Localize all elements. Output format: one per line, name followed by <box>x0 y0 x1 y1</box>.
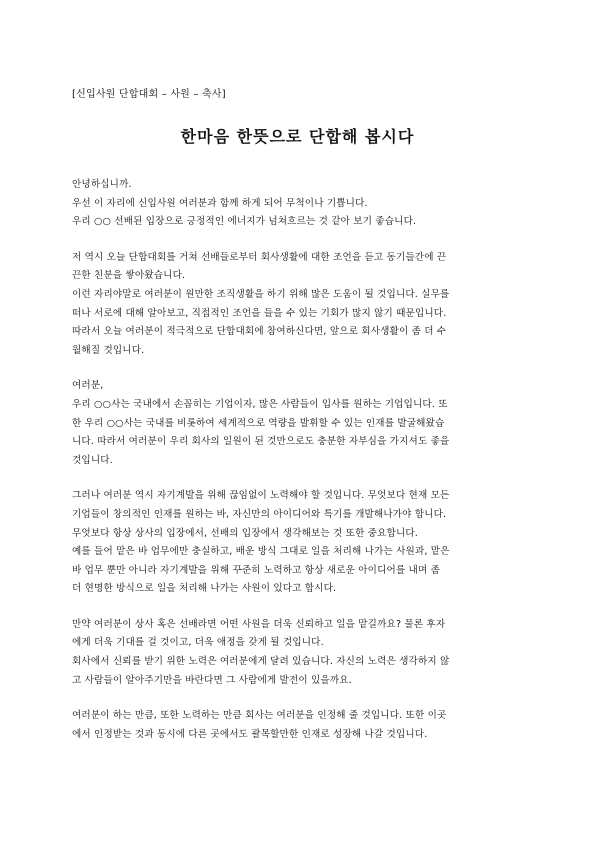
text-line: 기업들이 창의적인 인재를 원하는 바, 자신만의 아이디어와 특기를 개발해나가야 합니다. <box>72 508 447 520</box>
text-line: 예를 들어 맡은 바 업무에만 충실하고, 배운 방식 그대로 일을 처리해 나가는 사원과, 맡은 <box>72 546 450 558</box>
document-body <box>72 176 524 761</box>
text-line: 저 역시 오늘 단합대회를 거쳐 선배들로부터 회사생활에 대한 조언을 듣고 동기들간에 끈 <box>72 251 447 263</box>
text-line: 우선 이 자리에 신입사원 여러분과 함께 하게 되어 무척이나 기쁩니다. <box>72 197 368 209</box>
text-line: 우리 ○○ 선배된 입장으로 긍정적인 에너지가 넘쳐흐르는 것 같아 보기 좋습니다. <box>72 216 417 228</box>
text-line: 그러나 여러분 역시 자기계발을 위해 끊임없이 노력해야 할 것입니다. 무엇보다 현재 모든 <box>72 490 450 502</box>
paragraph-closing <box>72 707 524 744</box>
paragraph-company-pride <box>72 377 524 470</box>
document-header-tag: [신입사원 단합대회 – 사원 – 축사] <box>72 89 226 100</box>
text-line: 고 사람들이 알아주기만을 바란다면 그 사람에게 발전이 있을까요. <box>72 674 352 686</box>
text-line: 여러분이 하는 만큼, 또한 노력하는 만큼 회사는 여러분을 인정해 줄 것입니다. 또한 이곳 <box>72 710 447 722</box>
text-line: 이런 자리야말로 여러분이 원만한 조직생활을 하기 위해 많은 도움이 될 것입니다. 실무를 <box>72 288 450 300</box>
paragraph-self-development <box>72 487 524 599</box>
text-line: 한 우리 ○○사는 국내를 비롯하여 세계적으로 역량을 발휘할 수 있는 인재를 발굴해왔습 <box>72 417 445 429</box>
text-line: 끈한 친분을 쌓아왔습니다. <box>72 270 186 282</box>
text-line: 만약 여러분이 상사 혹은 선배라면 어떤 사원을 더욱 신뢰하고 일을 맡길까요? 물론 후자 <box>72 618 446 630</box>
text-line: 안녕하십니까. <box>72 179 132 190</box>
text-line: 에게 더욱 기대를 걸 것이고, 더욱 애정을 갖게 될 것입니다. <box>72 637 324 649</box>
paragraph-experience <box>72 249 524 361</box>
text-line: 니다. 따라서 여러분이 우리 회사의 일원이 된 것만으로도 충분한 자부심을 가지셔도 좋을 <box>72 436 450 448</box>
text-line: 에서 인정받는 것과 동시에 다른 곳에서도 괄목할만한 인재로 성장해 나갈 것입니다. <box>72 728 428 740</box>
text-line: 것입니다. <box>72 454 113 466</box>
paragraph-greeting <box>72 176 524 232</box>
text-line: 우리 ○○사는 국내에서 손꼽히는 기업이자, 많은 사람들이 입사를 원하는 기업입니다. 또 <box>72 398 448 410</box>
document-title: 한마음 한뜻으로 단합해 봅시다 <box>180 127 415 146</box>
text-line: 여러분, <box>72 380 104 392</box>
text-line: 월해질 것입니다. <box>72 344 145 356</box>
text-line: 따라서 오늘 여러분이 적극적으로 단합대회에 참여하신다면, 앞으로 회사생활이 좀 더 수 <box>72 326 447 338</box>
text-line: 무엇보다 항상 상사의 입장에서, 선배의 입장에서 생각해보는 것 또한 중요합니다. <box>72 527 418 539</box>
paragraph-trust <box>72 616 524 690</box>
text-line: 더 현명한 방식으로 일을 처리해 나가는 사원이 있다고 합시다. <box>72 583 337 595</box>
text-line: 떠나 서로에 대해 알아보고, 직접적인 조언을 들을 수 있는 기회가 많지 않기 때문입니다. <box>72 307 447 319</box>
text-line: 바 업무 뿐만 아니라 자기계발을 위해 꾸준히 노력하고 항상 새로운 아이디어를 내며 좀 <box>72 564 441 576</box>
text-line: 회사에서 신뢰를 받기 위한 노력은 여러분에게 달려 있습니다. 자신의 노력은 생각하지 않 <box>72 656 450 668</box>
